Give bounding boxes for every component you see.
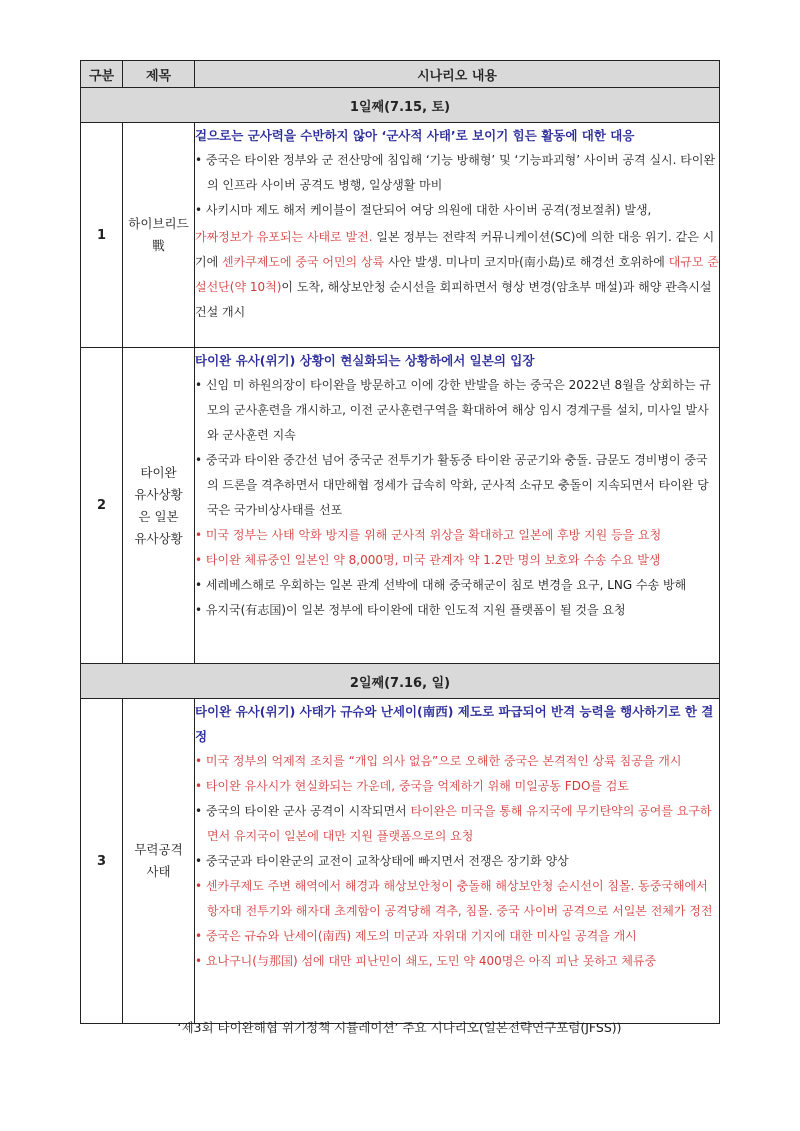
highlight-text: 대규모 준설선단(약 10척) [195, 255, 719, 294]
row-title-line: 무력공격 [134, 842, 183, 857]
row-content [195, 123, 720, 348]
row-title-line: 사태 [146, 864, 171, 879]
row-paragraph [195, 225, 719, 325]
row-number: 2 [81, 348, 123, 664]
bullet-item: • 중국과 타이완 중간선 넘어 중국군 전투기가 활동중 타이완 공군기와 충돌. 금문도 경비병이 중국의 드론을 격추하면서 대만해협 정세가 급속히 악화, 군사적 소규모 충돌이 지속되면서 타이완 당국은 국가비상사태를 선포 [195, 453, 709, 517]
bullet-item: • 미국 정부의 억제적 조치를 “개입 의사 없음”으로 오해한 중국은 본격적인 상륙 침공을 개시 [195, 754, 682, 768]
highlight-text: 센카쿠제도에 중국 어민의 상륙 [222, 255, 385, 269]
table-row [81, 348, 720, 664]
bullet-text: • 중국의 타이완 군사 공격이 시작되면서 [195, 804, 411, 818]
bullet-item: • 유지국(有志国)이 일본 정부에 타이완에 대한 인도적 지원 플랫폼이 될 것을 요청 [195, 603, 626, 617]
row-content [195, 348, 720, 664]
bullet-item [195, 799, 719, 849]
highlight-text: 타이완은 미국을 통해 유지국에 무기탄약의 공여를 요구하면서 유지국이 일본에 대만 지원 플랫폼으로의 요청 [207, 804, 712, 843]
row-title [123, 699, 195, 1024]
row-title-line: 타이완 [140, 464, 177, 480]
bullet-item: • 타이완 유사시가 현실화되는 가운데, 중국을 억제하기 위해 미일공동 FDO를 검토 [195, 779, 629, 793]
row-title [123, 123, 195, 348]
header-category: 구분 [81, 61, 123, 88]
header-title: 제목 [123, 61, 195, 88]
paragraph-text: 이 도착, 해상보안청 순시선을 회피하면서 형상 변경(암초부 매설)과 해양 관측시설 건설 개시 [195, 280, 712, 319]
bullet-item: • 중국은 규슈와 난세이(南西) 제도의 미군과 자위대 기지에 대한 미사일 공격을 개시 [195, 929, 637, 943]
table-row [81, 123, 720, 348]
bullet-item: • 타이완 체류중인 일본인 약 8,000명, 미국 관계자 약 1.2만 명의 보호와 수송 수요 발생 [195, 553, 661, 567]
row-title-line: 유사상황 [134, 486, 183, 502]
bullet-item: • 세레베스해로 우회하는 일본 관계 선박에 대해 중국해군이 침로 변경을 요구, LNG 수송 방해 [195, 578, 687, 592]
row-title-line: 유사상황 [134, 530, 183, 546]
row-heading: 타이완 유사(위기) 상황이 현실화되는 상황하에서 일본의 입장 [195, 353, 535, 368]
paragraph-text: 사안 발생. 미나미 코지마(南小島)로 해경선 호위하에 [384, 255, 669, 269]
bullet-item: • 사키시마 제도 해저 케이블이 절단되어 여당 의원에 대한 사이버 공격(정보절취) 발생, [195, 203, 652, 217]
header-content: 시나리오 내용 [195, 61, 720, 88]
bullet-item: • 중국은 타이완 정부와 군 전산망에 침입해 ‘기능 방해형’ 및 ‘기능파괴형’ 사이버 공격 실시. 타이완의 인프라 사이버 공격도 병행, 일상생활 마비 [195, 153, 716, 192]
row-title-line: 은 일본 [138, 508, 179, 524]
row-number: 1 [81, 123, 123, 348]
bullet-item: • 요나구니(与那国) 섬에 대만 피난민이 쇄도, 도민 약 400명은 아직 피난 못하고 체류중 [195, 954, 657, 968]
bullet-item: • 미국 정부는 사태 악화 방지를 위해 군사적 위상을 확대하고 일본에 후방 지원 등을 요청 [195, 528, 662, 542]
day1-row [81, 88, 720, 123]
row-heading: 겉으로는 군사력을 수반하지 않아 ‘군사적 사태’로 보이기 힘든 활동에 대한 대응 [195, 128, 635, 143]
day1-label: 1일째(7.15, 토) [81, 88, 720, 123]
day2-label: 2일째(7.16, 일) [81, 664, 720, 699]
day2-row [81, 664, 720, 699]
highlight-text: 가짜정보가 유포되는 사태로 발전. [195, 230, 373, 244]
row-heading: 타이완 유사(위기) 사태가 규슈와 난세이(南西) 제도로 파급되어 반격 능력을 행사하기로 한 결정 [195, 704, 714, 744]
table-caption: ‘제3회 타이완해협 위기정책 시뮬레이션’ 주요 시나리오(일본전략연구포럼(JFSS)) [177, 1020, 622, 1035]
table-header-row [81, 61, 720, 88]
scenario-table [80, 60, 720, 1024]
paragraph-text: 일본 정부는 전략적 커뮤니케이션(SC)에 의한 대응 위기. 같은 시기에 [195, 230, 715, 269]
row-title [123, 348, 195, 664]
table-row [81, 699, 720, 1024]
row-title-line: 戰 [152, 238, 165, 253]
row-content [195, 699, 720, 1024]
bullet-item: • 센카쿠제도 주변 해역에서 해경과 해상보안청이 충돌해 해상보안청 순시선이 침몰. 동중국해에서 항자대 전투기와 해자대 초계함이 공격당해 격추, 침몰. 중국 사이버 공격으로 서일본 전체가 정전 [195, 879, 713, 918]
bullet-item: • 중국군과 타이완군의 교전이 교착상태에 빠지면서 전쟁은 장기화 양상 [195, 854, 569, 868]
bullet-item: • 신임 미 하원의장이 타이완을 방문하고 이에 강한 반발을 하는 중국은 2022년 8월을 상회하는 규모의 군사훈련을 개시하고, 이전 군사훈련구역을 확대하여 해상 임시 경계구를 설치, 미사일 발사와 군사훈련 지속 [195, 378, 711, 442]
row-number: 3 [81, 699, 123, 1024]
row-title-line: 하이브리드 [128, 216, 189, 231]
